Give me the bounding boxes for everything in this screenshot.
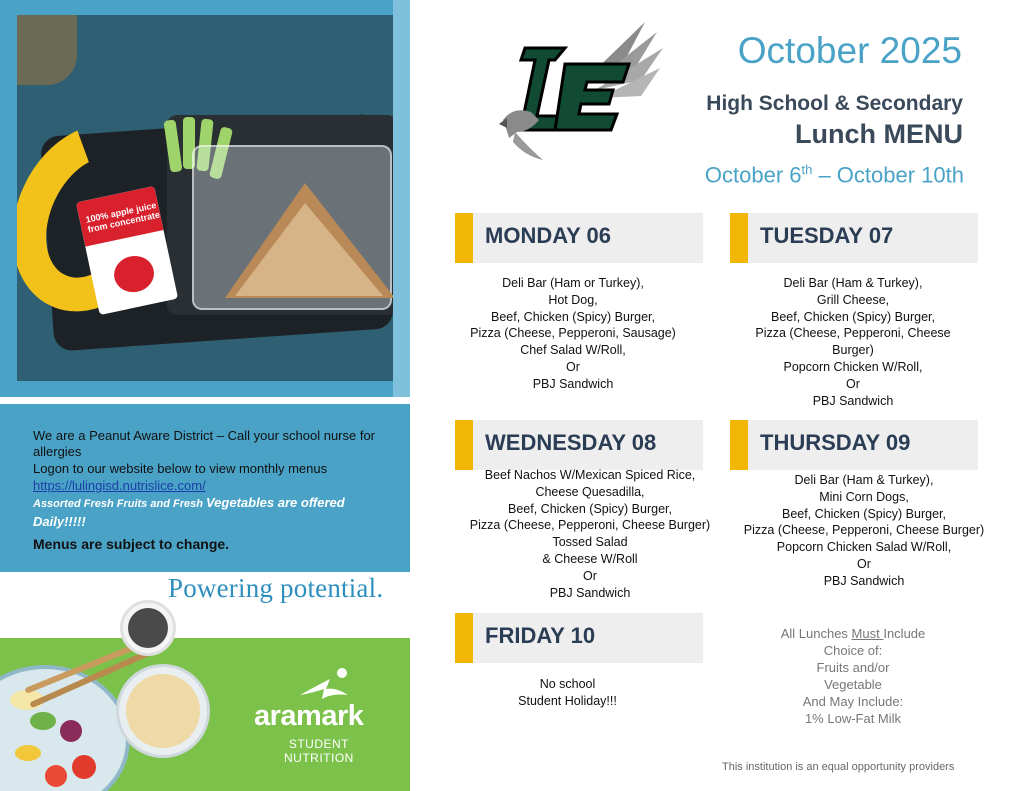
menu-item: Beef, Chicken (Spicy) Burger, (782, 506, 946, 521)
menu-item: Pizza (Cheese, Pepperoni, Sausage) (470, 326, 676, 341)
menu-item: Student Holiday!!! (518, 693, 617, 708)
tagline: Powering potential. (168, 573, 384, 603)
note-line: And May Include: (802, 694, 904, 709)
note-line (738, 625, 968, 642)
menu-item: Grill Cheese, (816, 292, 890, 307)
tomato (45, 765, 67, 787)
day-accent-bar (455, 613, 473, 663)
menu-item: Beef Nachos W/Mexican Spiced Rice, (484, 468, 696, 482)
note-line: Choice of: (823, 643, 883, 658)
onion-piece (60, 720, 82, 742)
menu-item: Pizza (Cheese, Pepperoni, Cheese Burger) (469, 518, 711, 533)
equal-opportunity-statement: This institution is an equal opportunity providers (722, 761, 955, 773)
aramark-subtitle (284, 737, 354, 765)
day-header-tuesday (730, 213, 978, 263)
menu-item: Popcorn Chicken W/Roll, (783, 359, 923, 374)
day-menu-wednesday (455, 467, 725, 601)
note-line: Vegetable (824, 677, 882, 692)
aramark-sub-line1: STUDENT (288, 737, 349, 751)
menu-item: Or (566, 359, 580, 374)
day-accent-bar (455, 420, 473, 470)
menu-item: Or (857, 556, 871, 571)
fruits-text-small: Assorted Fresh Fruits and Fresh (33, 498, 206, 510)
menu-item: & Cheese W/Roll (542, 551, 638, 566)
menu-item: Or (583, 568, 597, 583)
day-header-wednesday (455, 420, 703, 470)
note-text: Include (883, 626, 926, 641)
note-line: 1% Low-Fat Milk (804, 711, 902, 726)
week-dates (705, 162, 964, 188)
menu-item: Chef Salad W/Roll, (520, 343, 626, 358)
chia-seeds (128, 608, 168, 648)
menu-item: Popcorn Chicken Salad W/Roll, (776, 540, 952, 555)
day-accent-bar (730, 213, 748, 263)
corn (15, 745, 41, 761)
day-menu-monday (455, 275, 691, 393)
menu-item: Mini Corn Dogs, (819, 489, 909, 504)
menu-item: Tossed Salad (552, 535, 628, 550)
school-level: High School & Secondary (706, 92, 963, 115)
menu-item: Beef, Chicken (Spicy) Burger, (771, 309, 935, 324)
tomato (72, 755, 96, 779)
day-name: MONDAY 06 (485, 223, 611, 248)
cucumber (30, 712, 56, 730)
aramark-sub-line2: NUTRITION (284, 751, 354, 765)
menu-item: Pizza (Cheese, Pepperoni, Cheese Burger) (743, 523, 985, 538)
menu-item: Cheese Quesadilla, (535, 484, 645, 499)
peanut-notice: We are a Peanut Aware District – Call your school nurse for allergies (33, 428, 376, 459)
dates-start: October 6 (704, 162, 802, 188)
juice-label: 100% apple juice from concentrate (84, 200, 161, 235)
fruits-notice (33, 494, 363, 530)
menu-item: Beef, Chicken (Spicy) Burger, (508, 501, 672, 516)
menu-title: Lunch MENU (795, 119, 963, 149)
lunch-requirements-note (738, 625, 968, 727)
tray-clip (17, 15, 77, 85)
day-header-thursday (730, 420, 978, 470)
day-menu-tuesday (733, 275, 973, 409)
menu-item: No school (539, 677, 596, 691)
menu-item: PBJ Sandwich (812, 393, 894, 408)
eagle-le-logo (495, 20, 665, 165)
dates-ordinal: th (801, 162, 813, 177)
day-name: TUESDAY 07 (760, 223, 894, 248)
menu-item: PBJ Sandwich (549, 585, 631, 600)
note-line: Fruits and/or (816, 660, 890, 675)
fruits-text-large: Vegetables are offered Daily!!!!! (33, 495, 345, 529)
day-header-monday (455, 213, 703, 263)
subject-to-change: Menus are subject to change. (33, 536, 230, 552)
day-name: THURSDAY 09 (760, 430, 911, 455)
photo-panel-edge (393, 0, 410, 397)
dates-end: – October 10th (812, 162, 964, 188)
day-accent-bar (730, 420, 748, 470)
menu-item: Beef, Chicken (Spicy) Burger, (491, 309, 655, 324)
aramark-star-icon (296, 665, 356, 705)
menu-item: Deli Bar (Ham or Turkey), (502, 276, 644, 290)
day-name: WEDNESDAY 08 (485, 430, 657, 455)
lunch-tray-photo (17, 15, 393, 381)
menu-item: PBJ Sandwich (532, 376, 614, 391)
menu-item: PBJ Sandwich (823, 573, 905, 588)
sandwich-bread (235, 203, 383, 296)
menu-item: Burger) (832, 343, 874, 358)
nutrislice-link[interactable]: https://lulingisd.nutrislice.com/ (33, 478, 206, 493)
apple-graphic (111, 252, 158, 296)
menu-month: October 2025 (737, 30, 962, 71)
note-must: Must (851, 626, 884, 641)
menu-item: Hot Dog, (548, 292, 598, 307)
logon-text: Logon to our website below to view monthly menus (33, 461, 328, 476)
menu-item: Pizza (Cheese, Pepperoni, Cheese (755, 326, 951, 341)
day-menu-thursday (733, 472, 995, 590)
day-menu-friday (455, 676, 680, 710)
day-name: FRIDAY 10 (485, 623, 596, 648)
menu-item: Deli Bar (Ham & Turkey), (783, 276, 923, 290)
day-header-friday (455, 613, 703, 663)
note-text: All Lunches (780, 626, 852, 641)
menu-item: Deli Bar (Ham & Turkey), (794, 473, 934, 487)
aramark-logo-text: aramark (254, 700, 364, 732)
menu-item: Or (846, 376, 860, 391)
day-accent-bar (455, 213, 473, 263)
dip (126, 674, 200, 748)
